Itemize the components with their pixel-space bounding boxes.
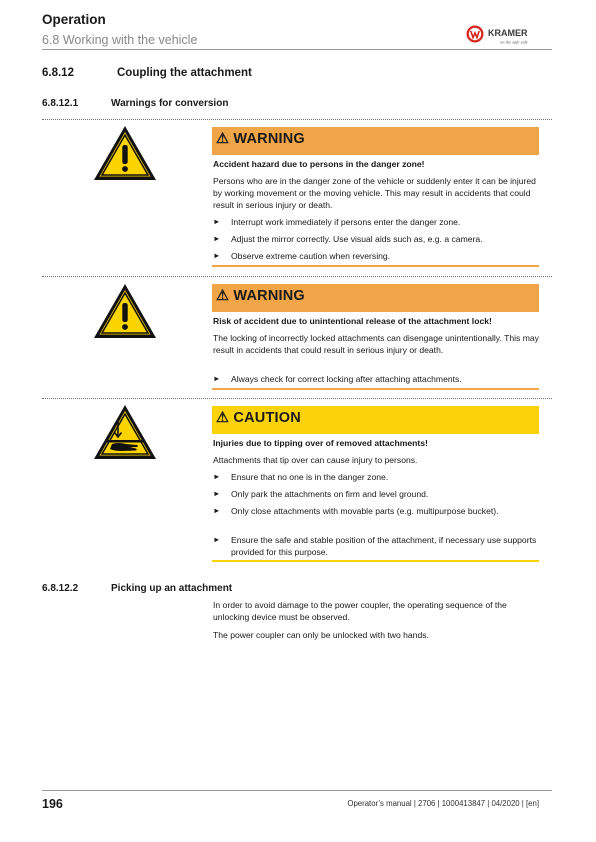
logo-wordmark: KRAMER (488, 28, 528, 38)
caution-bar (212, 560, 539, 562)
warning-headline: Risk of accident due to unintentional release of the attachment lock! (213, 316, 492, 326)
bullet-arrow-icon: ► (213, 506, 221, 515)
warning-separator (42, 119, 552, 120)
warning-separator (42, 398, 552, 399)
warning-banner (212, 127, 539, 153)
warning-bar (212, 388, 539, 390)
bullet-arrow-icon: ► (213, 251, 221, 260)
warning-body: Persons who are in the danger zone of the vehicle or suddenly enter it can be injured by working movement or the moving vehicle. This may result in accidents that could result in serious injury or death. (213, 176, 536, 211)
bullet-arrow-icon: ► (213, 489, 221, 498)
subsection-heading: Warnings for conversion (111, 98, 229, 109)
subsection-heading: Picking up an attachment (111, 583, 233, 594)
warning-body: The locking of incorrectly locked attachments can disengage unintentionally. This may result in accidents that could result in serious injury or death. (213, 333, 539, 356)
caution-headline: Injuries due to tipping over of removed attachments! (213, 438, 428, 448)
bullet-arrow-icon: ► (213, 374, 221, 383)
section-title: 6.8 Working with the vehicle (42, 33, 198, 47)
warning-bar (212, 265, 539, 267)
document-info: Operator’s manual | 2706 | 1000413847 | 04/2020 | [en] (347, 799, 539, 808)
header-rule (42, 49, 552, 50)
general-warning-icon (92, 124, 158, 187)
bullet-arrow-icon: ► (213, 217, 221, 226)
section-heading: Coupling the attachment (117, 67, 252, 79)
kramer-logo (466, 24, 548, 46)
bullet-arrow-icon: ► (213, 234, 221, 243)
warning-headline: Accident hazard due to persons in the danger zone! (213, 159, 425, 169)
warning-separator (42, 276, 552, 277)
warning-bar (212, 153, 539, 155)
crushing-hazard-icon (92, 403, 158, 466)
body-paragraph: The power coupler can only be unlocked with two hands. (213, 630, 429, 640)
warning-banner-label: ⚠ WARNING (216, 288, 305, 304)
caution-body: Attachments that tip over can cause injury to persons. (213, 455, 418, 465)
warning-banner (212, 284, 539, 310)
chapter-title: Operation (42, 12, 106, 27)
bullet-arrow-icon: ► (213, 535, 221, 544)
caution-bar (212, 432, 539, 434)
section-number: 6.8.12 (42, 67, 74, 79)
general-warning-icon (92, 282, 158, 345)
page-number: 196 (42, 797, 63, 811)
caution-banner (212, 406, 539, 432)
footer-rule (42, 790, 552, 791)
caution-banner-label: ⚠ CAUTION (216, 410, 301, 426)
body-paragraph: In order to avoid damage to the power coupler, the operating sequence of the unlocking device must be observed. (213, 600, 507, 623)
warning-banner-label: ⚠ WARNING (216, 131, 305, 147)
logo-tagline: on the safe side (500, 39, 528, 45)
warning-bar (212, 310, 539, 312)
subsection-number: 6.8.12.2 (42, 583, 79, 594)
subsection-number: 6.8.12.1 (42, 98, 79, 109)
bullet-arrow-icon: ► (213, 472, 221, 481)
